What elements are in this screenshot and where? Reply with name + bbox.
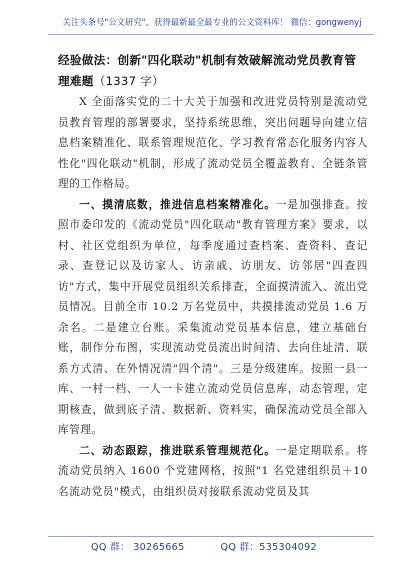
intro-paragraph: X 全面落实党的二十大关于加强和改进党员特别是流动党员教育管理的部署要求，坚持系统思维，突出问题导向建立信息档案精准化、联系管理规范化、学习教育常态化服务内容人性化"四化联动"机制，形成了流动党员全覆盖教育、全链条管理的工作格局。 [58,96,368,190]
section-2-heading: 二、动态跟踪，推进联系管理规范化。 [79,444,276,457]
footer-qq-group-1: QQ 群： 30265665 [91,542,185,553]
document-title [58,50,368,92]
section-2-body: 一是定期联系。将流动党员纳入 1600 个党建网格，按照"1 名党建组织员＋10 名流动党员"模式，由组织员对接联系流动党员及其 [58,444,368,498]
footer-qq-group-2: QQ 群：535304092 [220,542,317,553]
section-1-heading: 一、摸清底数，推进信息档案精准化。 [79,198,276,211]
section-1-body: 一是加强排查。按照市委印发的《流动党员"四化联动"教育管理方案》要求，以村、社区党组织为单位，每季度通过查档案、查资料、查记录、查登记以及访家人、访亲戚、访朋友、访邻居"四查四访"方式，集中开展党员组织关系排查，全面摸清流入、流出党员情况。目前全市 10.2 万名党员中，共摸排流动党员 1.6 万余名。二是建立台账。采集流动党员基本信息，建立基础台账，制作分布图，实现流动党员流出时间清、去向住址清、联系方式清、在外情况清"四个清"。三是分级建库。按照一县一库、一村一档、一人一卡建立流动党员信息库，动态管理，定期核查，做到底子清、数据新、资料实，确保流动党员全部入库管理。 [58,198,368,436]
section-2-paragraph [58,441,368,503]
footer [0,540,408,556]
footer-divider [48,536,374,537]
document-body [58,50,368,502]
title-text: 经验做法：创新"四化联动"机制有效破解流动党员教育管理难题 [58,53,357,88]
section-1-paragraph [58,195,368,441]
word-count: （1337 字） [93,74,165,88]
header-divider [48,34,374,35]
header-banner: 关注头条号"公文研究"，获得最新最全最专业的公文资料库！ 微信：gongwenyj [62,17,362,27]
